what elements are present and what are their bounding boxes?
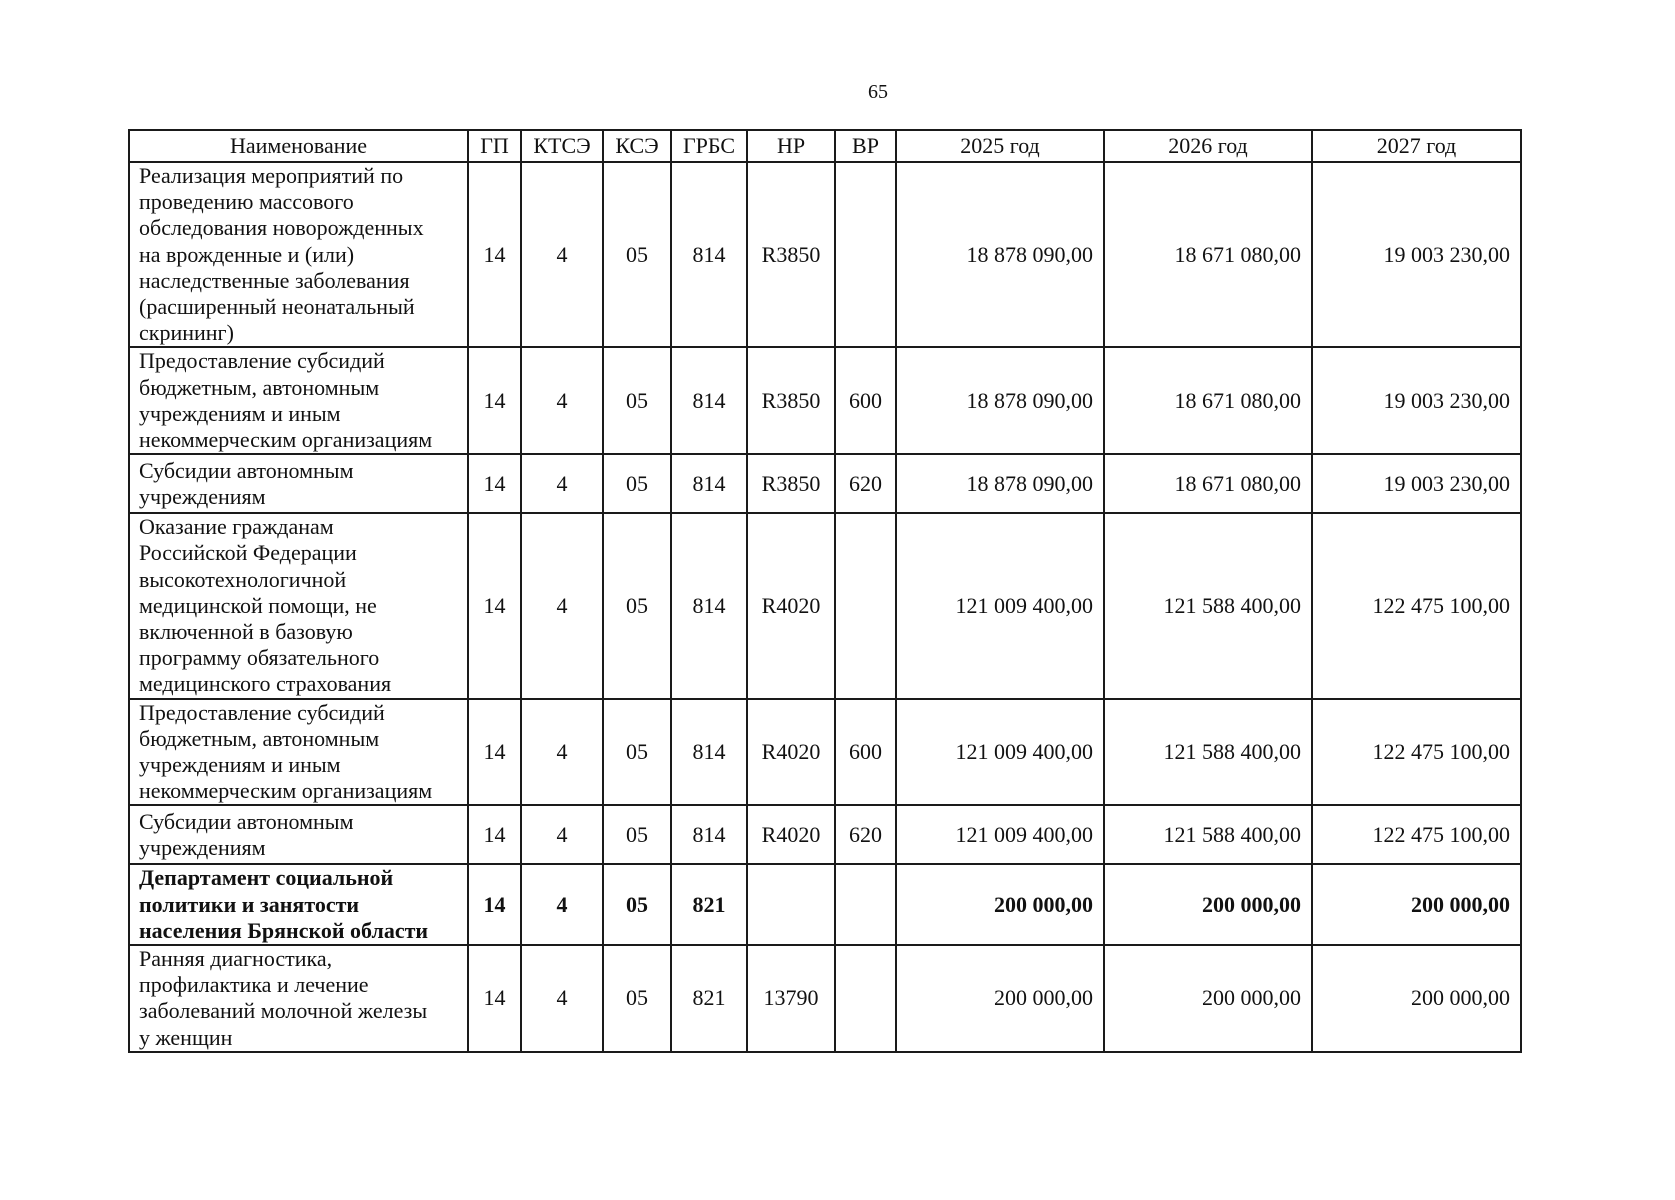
table-row [129,699,1521,806]
cell-amount-2025: 18 878 090,00 [896,454,1104,513]
cell-amount-2025: 18 878 090,00 [896,162,1104,347]
cell-name [129,454,468,513]
cell-amount-2027: 19 003 230,00 [1312,162,1521,347]
cell-grbs: 814 [671,347,747,454]
cell-name-line: Предоставление субсидий [139,348,385,374]
cell-name [129,162,468,347]
cell-kse: 05 [603,513,671,698]
cell-ktse: 4 [521,513,603,698]
table-row [129,805,1521,864]
page-number: 65 [868,81,888,103]
cell-amount-2026: 121 588 400,00 [1104,805,1312,864]
cell-nr: R4020 [747,699,835,806]
cell-name-line: Департамент социальной [139,865,394,891]
cell-name-line: на врожденные и (или) [139,241,355,267]
cell-vr: 620 [835,805,896,864]
cell-vr: 600 [835,347,896,454]
cell-name [129,699,468,806]
cell-name-line: Российской Федерации [139,540,357,566]
cell-name-line: проведению массового [139,189,354,215]
cell-gp: 14 [468,347,521,454]
table-body [129,162,1521,1052]
header-cell-2025: 2025 год [896,130,1104,162]
header-cell-nr: НР [747,130,835,162]
cell-grbs: 821 [671,945,747,1052]
table-row [129,864,1521,945]
table-row [129,162,1521,347]
table-header-row [129,130,1521,162]
cell-vr [835,513,896,698]
cell-grbs: 814 [671,805,747,864]
cell-grbs: 821 [671,864,747,945]
cell-name [129,513,468,698]
cell-ktse: 4 [521,699,603,806]
cell-gp: 14 [468,513,521,698]
cell-amount-2025: 18 878 090,00 [896,347,1104,454]
cell-kse: 05 [603,805,671,864]
cell-name-line: учреждениям [139,834,266,860]
cell-amount-2027: 19 003 230,00 [1312,454,1521,513]
table-row [129,347,1521,454]
cell-name [129,347,468,454]
cell-name-line: учреждениям и иным [139,400,341,426]
cell-nr: R4020 [747,513,835,698]
cell-name-line: некоммерческим организациям [139,427,433,453]
cell-name-line: программу обязательного [139,645,380,671]
cell-nr: R4020 [747,805,835,864]
cell-amount-2025: 121 009 400,00 [896,513,1104,698]
cell-amount-2026: 121 588 400,00 [1104,513,1312,698]
cell-vr [835,162,896,347]
cell-kse: 05 [603,454,671,513]
cell-name-line: высокотехнологичной [139,566,347,592]
header-cell-grbs: ГРБС [671,130,747,162]
cell-name-line: населения Брянской области [139,917,429,943]
cell-name [129,805,468,864]
cell-amount-2027: 19 003 230,00 [1312,347,1521,454]
cell-vr: 600 [835,699,896,806]
cell-ktse: 4 [521,454,603,513]
table-row [129,945,1521,1052]
table-row [129,513,1521,698]
cell-amount-2025: 200 000,00 [896,945,1104,1052]
budget-table [128,129,1522,1053]
cell-gp: 14 [468,699,521,806]
header-cell-kse: КСЭ [603,130,671,162]
cell-vr: 620 [835,454,896,513]
cell-name-line: (расширенный неонатальный [139,294,415,320]
cell-nr [747,864,835,945]
cell-grbs: 814 [671,699,747,806]
cell-name-line: Предоставление субсидий [139,699,385,725]
header-cell-2027: 2027 год [1312,130,1521,162]
cell-amount-2025: 121 009 400,00 [896,699,1104,806]
cell-gp: 14 [468,805,521,864]
cell-nr: R3850 [747,162,835,347]
cell-ktse: 4 [521,945,603,1052]
cell-gp: 14 [468,454,521,513]
cell-amount-2027: 200 000,00 [1312,945,1521,1052]
cell-amount-2025: 121 009 400,00 [896,805,1104,864]
cell-name [129,864,468,945]
cell-nr: R3850 [747,347,835,454]
cell-amount-2027: 200 000,00 [1312,864,1521,945]
cell-amount-2026: 18 671 080,00 [1104,454,1312,513]
header-cell-2026: 2026 год [1104,130,1312,162]
cell-kse: 05 [603,699,671,806]
cell-name-line: Субсидии автономным [139,457,354,483]
cell-vr [835,945,896,1052]
cell-ktse: 4 [521,347,603,454]
cell-name-line: заболеваний молочной железы [139,998,428,1024]
cell-grbs: 814 [671,513,747,698]
cell-name-line: бюджетным, автономным [139,725,380,751]
cell-name-line: Ранняя диагностика, [139,946,333,972]
cell-name-line: политики и занятости [139,891,360,917]
cell-name-line: наследственные заболевания [139,267,410,293]
cell-kse: 05 [603,864,671,945]
cell-grbs: 814 [671,162,747,347]
cell-name-line: Реализация мероприятий по [139,163,404,188]
cell-name-line: скрининг) [139,320,234,346]
cell-name-line: медицинской помощи, не [139,592,377,618]
cell-name-line: профилактика и лечение [139,972,369,998]
cell-name-line: бюджетным, автономным [139,374,380,400]
cell-name-line: у женщин [139,1024,233,1050]
cell-ktse: 4 [521,162,603,347]
cell-gp: 14 [468,162,521,347]
cell-kse: 05 [603,945,671,1052]
cell-name-line: учреждениям [139,483,266,509]
cell-gp: 14 [468,864,521,945]
cell-amount-2026: 121 588 400,00 [1104,699,1312,806]
cell-amount-2026: 18 671 080,00 [1104,162,1312,347]
cell-name-line: учреждениям и иным [139,752,341,778]
cell-amount-2025: 200 000,00 [896,864,1104,945]
cell-nr: 13790 [747,945,835,1052]
cell-amount-2027: 122 475 100,00 [1312,805,1521,864]
cell-vr [835,864,896,945]
cell-grbs: 814 [671,454,747,513]
cell-amount-2026: 18 671 080,00 [1104,347,1312,454]
cell-kse: 05 [603,347,671,454]
header-cell-ktse: КТСЭ [521,130,603,162]
cell-name [129,945,468,1052]
cell-name-line: обследования новорожденных [139,215,424,241]
cell-amount-2026: 200 000,00 [1104,864,1312,945]
cell-kse: 05 [603,162,671,347]
cell-name-line: некоммерческим организациям [139,778,433,804]
table-row [129,454,1521,513]
cell-name-line: Оказание гражданам [139,514,334,540]
header-cell-vr: ВР [835,130,896,162]
cell-name-line: Субсидии автономным [139,808,354,834]
cell-name-line: включенной в базовую [139,619,353,645]
cell-ktse: 4 [521,805,603,864]
cell-ktse: 4 [521,864,603,945]
cell-name-line: медицинского страхования [139,671,392,697]
cell-gp: 14 [468,945,521,1052]
cell-nr: R3850 [747,454,835,513]
cell-amount-2027: 122 475 100,00 [1312,513,1521,698]
header-cell-name: Наименование [129,130,468,162]
cell-amount-2027: 122 475 100,00 [1312,699,1521,806]
cell-amount-2026: 200 000,00 [1104,945,1312,1052]
header-cell-gp: ГП [468,130,521,162]
